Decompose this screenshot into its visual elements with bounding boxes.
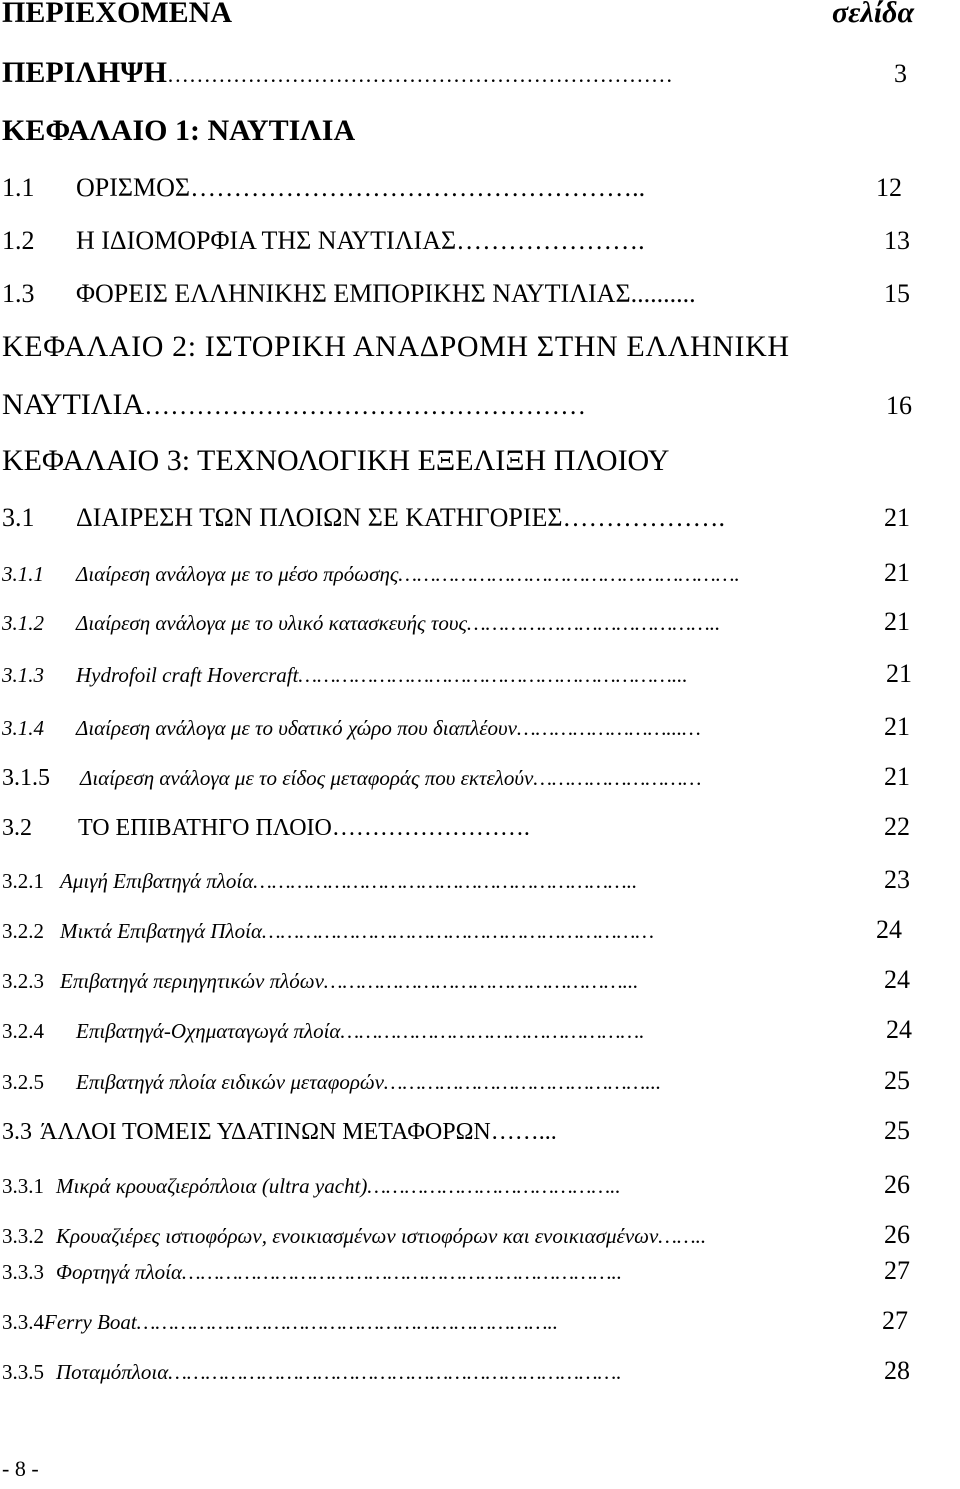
toc-entry-3-2-1[interactable]: 3.2.1 Αμιγή Επιβατηγά πλοία …………………………………………………….. 23 <box>2 865 910 894</box>
footer-page-number: - 8 - <box>2 1456 39 1481</box>
toc-entry-1-2[interactable]: 1.2 Η ΙΔΙΟΜΟΡΦΙΑ ΤΗΣ ΝΑΥΤΙΛΙΑΣ …………………. 13 <box>2 226 910 255</box>
toc-entry-3-1-4[interactable]: 3.1.4 Διαίρεση ανάλογα με το υδατικό χώρο που διαπλέουν ……………………...… 21 <box>2 712 910 741</box>
toc-entry-3-2-4[interactable]: 3.2.4 Επιβατηγά-Οχηματαγωγά πλοία …………………………………………. 24 <box>2 1015 912 1044</box>
toc-entry-3-2[interactable]: 3.2 ΤΟ ΕΠΙΒΑΤΗΓΟ ΠΛΟΙΟ ……………………. 22 <box>2 812 910 841</box>
toc-entry-3-2-3[interactable]: 3.2.3 Επιβατηγά περιηγητικών πλόων …………………………………………... 24 <box>2 965 910 994</box>
toc-entry-3-3-2[interactable]: 3.3.2 Κρουαζιέρες ιστιοφόρων, ενοικιασμένων ιστιοφόρων και ενοικιασμένων …….. 26 <box>2 1220 910 1249</box>
page-column-label: σελίδα <box>832 0 915 29</box>
toc-entry-3-3-5[interactable]: 3.3.5 Ποταμόπλοια ………………………………………………………………. 28 <box>2 1356 910 1385</box>
toc-entry-chapter-2-cont[interactable]: ΝΑΥΤΙΛΙΑ …………………………………………… 16 <box>2 388 912 421</box>
toc-entry-1-3[interactable]: 1.3 ΦΟΡΕΙΣ ΕΛΛΗΝΙΚΗΣ ΕΜΠΟΡΙΚΗΣ ΝΑΥΤΙΛΙΑΣ .......... 15 <box>2 279 910 308</box>
toc-chapter-1[interactable]: ΚΕΦΑΛΑΙΟ 1: ΝΑΥΤΙΛΙΑ <box>2 114 356 147</box>
toc-entry-3-2-2[interactable]: 3.2.2 Μικτά Επιβατηγά Πλοία ……………………………………………………… 24 <box>2 915 902 944</box>
toc-entry-3-1-3[interactable]: 3.1.3 Hydrofoil craft Hovercraft ……………………………………………………... 21 <box>2 659 912 688</box>
toc-entry-summary[interactable]: ΠΕΡΙΛΗΨΗ …………………………………………………………… 3 <box>2 56 907 89</box>
toc-entry-3-3-3[interactable]: 3.3.3 Φορτηγά πλοία …………………………………………………………….. 27 <box>2 1256 910 1285</box>
toc-entry-3-2-5[interactable]: 3.2.5 Επιβατηγά πλοία ειδικών μεταφορών ……………………………………... 25 <box>2 1066 910 1095</box>
toc-entry-3-1-5[interactable]: 3.1.5 Διαίρεση ανάλογα με το είδος μεταφοράς που εκτελούν ……………………… 21 <box>2 762 910 791</box>
toc-entry-3-1-2[interactable]: 3.1.2 Διαίρεση ανάλογα με το υλικό κατασκευής τους ………………………………….. 21 <box>2 607 910 636</box>
toc-entry-3-1-1[interactable]: 3.1.1 Διαίρεση ανάλογα με το μέσο πρόωσης ………………………………………………. 21 <box>2 558 910 587</box>
toc-entry-1-1[interactable]: 1.1 ΟΡΙΣΜΟΣ …………………………………………….. 12 <box>2 173 902 202</box>
toc-entry-3-1[interactable]: 3.1 ΔΙΑΙΡΕΣΗ ΤΩΝ ΠΛΟΙΩΝ ΣΕ ΚΑΤΗΓΟΡΙΕΣ ………………. 21 <box>2 503 910 532</box>
toc-entry-3-3[interactable]: 3.3 ΆΛΛΟΙ ΤΟΜΕΙΣ ΥΔΑΤΙΝΩΝ ΜΕΤΑΦΟΡΩΝ ……... 25 <box>2 1116 910 1145</box>
toc-entry-3-3-1[interactable]: 3.3.1 Μικρά κρουαζιερόπλοια (ultra yacht) ………………………………….. 26 <box>2 1170 910 1199</box>
toc-chapter-2[interactable]: ΚΕΦΑΛΑΙΟ 2: ΙΣΤΟΡΙΚΗ ΑΝΑΔΡΟΜΗ ΣΤΗΝ ΕΛΛΗΝΙΚΗ <box>2 330 790 363</box>
toc-title: ΠΕΡΙΕΧΟΜΕΝΑ <box>2 0 233 29</box>
toc-entry-3-3-4[interactable]: 3.3.4 Ferry Boat ………………………………………………………….. 27 <box>2 1306 908 1335</box>
toc-chapter-3[interactable]: ΚΕΦΑΛΑΙΟ 3: ΤΕΧΝΟΛΟΓΙΚΗ ΕΞΕΛΙΞΗ ΠΛΟΙΟΥ <box>2 444 670 477</box>
